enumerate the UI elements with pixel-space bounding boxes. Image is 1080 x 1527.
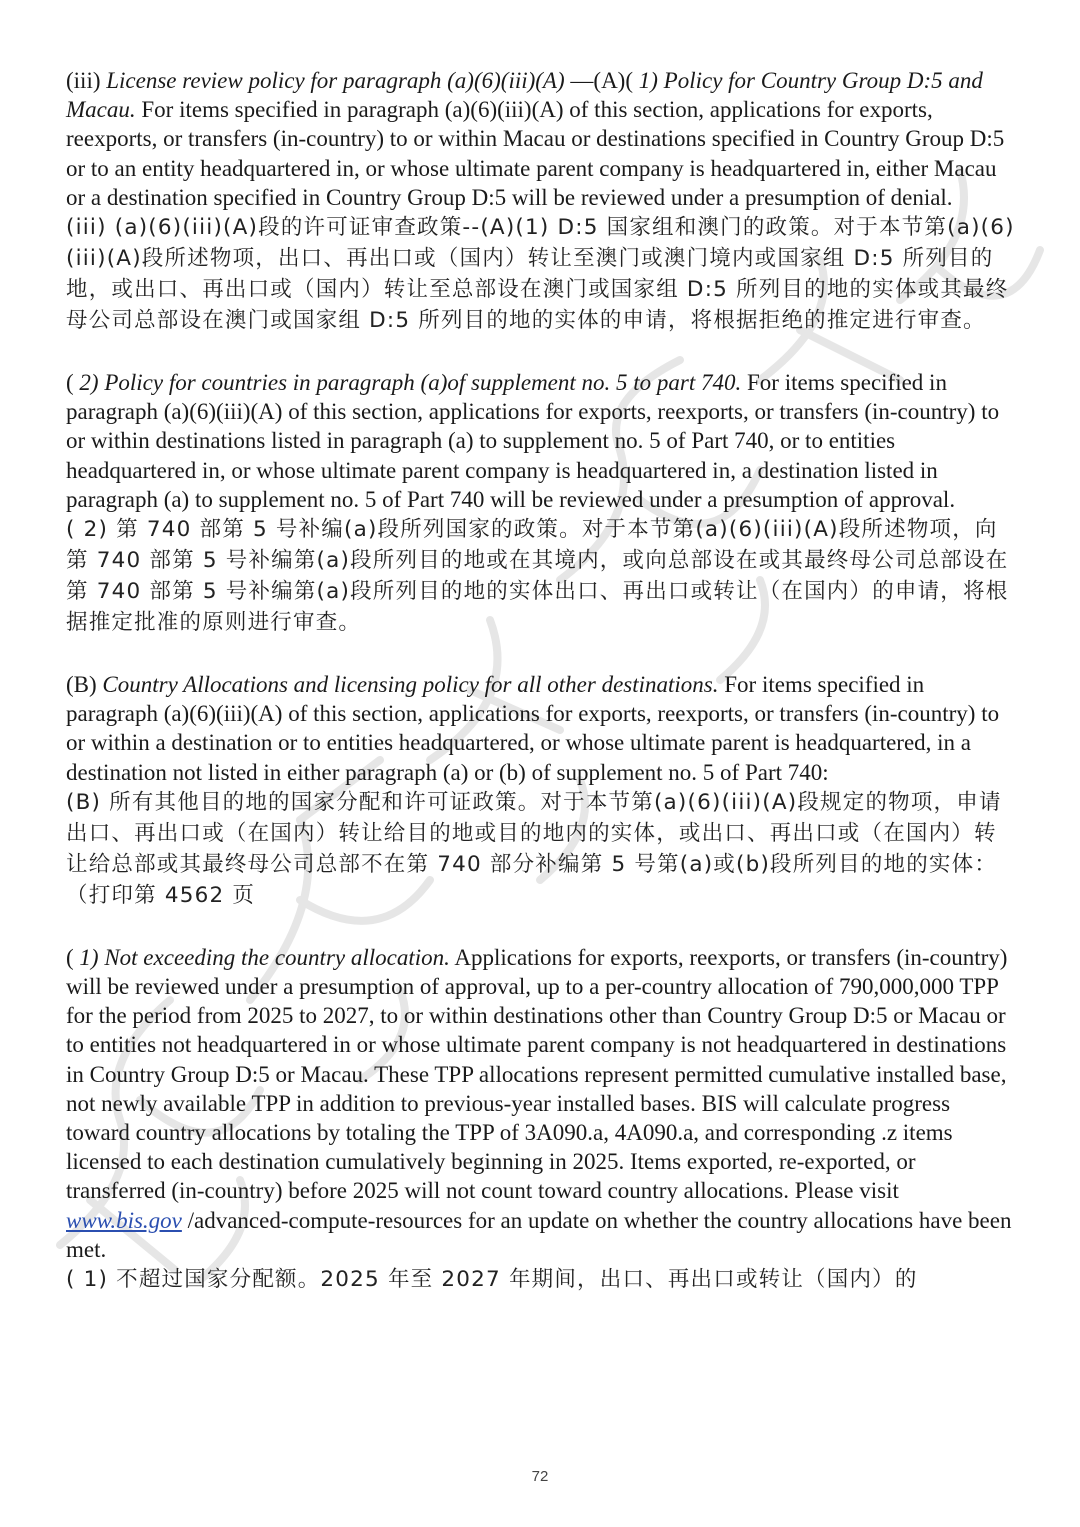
page-number: 72 [531, 1468, 549, 1485]
paragraph-gap [66, 638, 1016, 670]
section-iii-heading: License review policy for paragraph (a)(6)(iii)(A) [106, 68, 571, 93]
section-iii-english [66, 66, 1016, 212]
section-b-chinese: (B) 所有其他目的地的国家分配和许可证政策。对于本节第(a)(6)(iii)(A)段规定的物项，申请出口、再出口或（在国内）转让给目的地或目的地内的实体，或出口、再出口或（在国内）转让给总部或其最终母公司总部不在第 740 部分补编第 5 号第(a)或(b)段所列目的地的实体：（打印第 4562 页 [66, 789, 1002, 908]
section-iii-sub-marker: —(A)( [570, 68, 639, 93]
section-1-tail: /advanced-compute-resources for an update on whether the country allocations have been met. [66, 1207, 1012, 1262]
section-1-chinese: ( 1) 不超过国家分配额。2025 年至 2027 年期间，出口、再出口或转让（国内）的 [66, 1267, 918, 1293]
document-page [66, 66, 1016, 1295]
section-iii-prefix: (iii) [66, 68, 107, 93]
section-iii-subheading: 1) Policy for Country Group D:5 and Macau. [66, 68, 983, 123]
section-b-english [66, 670, 1016, 787]
section-b-body: For items specified in paragraph (a)(6)(iii)(A) of this section, applications for exports, reexports, or transfers (in-country) to or within a destination or to entities headquartered, or whose ultimate parent is headquartered, in a destination not listed in either paragraph (a) or (b) of supplement no. 5 of Part 740: [66, 672, 1000, 785]
section-iii-chinese: (iii) (a)(6)(iii)(A)段的许可证审查政策--(A)(1) D:5 国家组和澳门的政策。对于本节第(a)(6)(iii)(A)段所述物项，出口、再出口或（国内）转让至澳门或澳门境内或国家组 D:5 所列目的地，或出口、再出口或（国内）转让至总部设在澳门或国家组 D:5 所列目的地的实体或其最终母公司总部设在澳门或国家组 D:5 所列目的地的实体的申请，将根据拒绝的推定进行审查。 [66, 215, 1015, 334]
section-b-heading: Country Allocations and licensing policy for all other destinations. [102, 672, 719, 698]
section-1-body: Applications for exports, reexports, or transfers (in-country) will be reviewed under a presumption of approval, up to a per-country allocation of 790,000,000 TPP for the period from 2025 to 2027, to or within destinations other than Country Group D:5 or Macau or to entities not headquartered in or whose ultimate parent company is not headquartered in destinations in Country Group D:5 or Macau. These TPP allocations represent permitted cumulative installed base, not newly available TPP in addition to previous-year installed bases. BIS will calculate progress toward country allocations by totaling the TPP of 3A090.a, 4A090.a, and corresponding .z items licensed to each destination cumulatively beginning in 2025. Items exported, re-exported, or transferred (in-country) before 2025 will not count toward country allocations. Please visit [66, 944, 1008, 1204]
paragraph-gap [66, 336, 1016, 368]
section-b-prefix: (B) [66, 672, 103, 698]
section-2-english [66, 368, 1016, 514]
section-2-prefix: ( [66, 370, 80, 396]
section-1-english [66, 943, 1016, 1264]
section-iii-body: For items specified in paragraph (a)(6)(iii)(A) of this section, applications for exports, reexports, or transfers (in-country) to or within Macau or destinations specified in Country Group D:5 or to an entity headquartered in, or whose ultimate parent company is headquartered in, either Macau or a destination specified in Country Group D:5 will be reviewed under a presumption of denial. [66, 97, 1005, 210]
section-2-chinese: ( 2) 第 740 部第 5 号补编(a)段所列国家的政策。对于本节第(a)(6)(iii)(A)段所述物项，向第 740 部第 5 号补编第(a)段所列目的地或在其境内，或向总部设在或其最终母公司总部设在第 740 部第 5 号补编第(a)段所列目的地的实体出口、再出口或转让（在国内）的申请，将根据推定批准的原则进行审查。 [66, 517, 1009, 636]
section-1-prefix: ( [66, 944, 80, 970]
paragraph-gap [66, 911, 1016, 943]
section-2-body: For items specified in paragraph (a)(6)(iii)(A) of this section, applications for exports, reexports, or transfers (in-country) to or within destinations listed in paragraph (a) to supplement no. 5 of Part 740, or to entities headquartered in, or whose ultimate parent company is headquartered in, a destination listed in paragraph (a) to supplement no. 5 of Part 740 will be reviewed under a presumption of approval. [66, 370, 1000, 512]
bis-website-link[interactable]: www.bis.gov [66, 1207, 182, 1233]
section-1-heading: 1) Not exceeding the country allocation. [79, 944, 450, 970]
section-2-heading: 2) Policy for countries in paragraph (a)of supplement no. 5 to part 740. [79, 370, 742, 396]
